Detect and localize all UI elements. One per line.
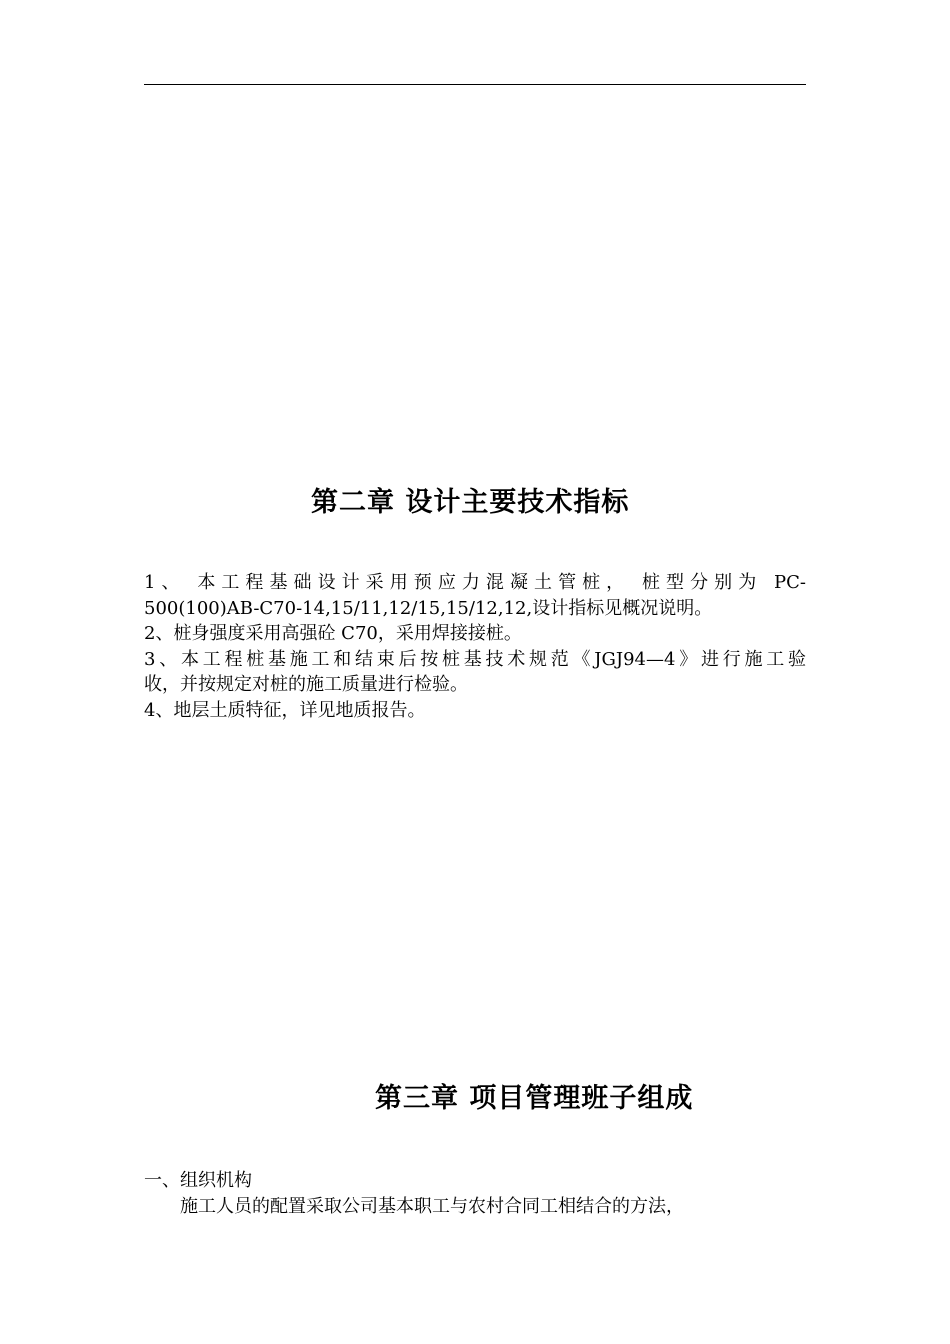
item-2 <box>144 621 806 647</box>
chapter-3-body <box>144 1168 806 1219</box>
item-1-line-2: 500(100)AB-C70-14,15/11,12/15,15/12,12,设计指标见概况说明。 <box>144 597 713 619</box>
section-1-heading <box>144 1168 806 1194</box>
item-1 <box>144 570 806 621</box>
item-1-line-1: 1、 本工程基础设计采用预应力混凝土管桩， 桩型分别为 PC- <box>144 572 806 593</box>
section-1-heading-text: 一、组织机构 <box>144 1170 252 1191</box>
header-rule <box>144 84 806 85</box>
chapter-2-title: 第二章 设计主要技术指标 <box>311 487 630 518</box>
item-3-line-1: 3、本工程桩基施工和结束后按桩基技术规范《JGJ94—4》进行施工验 <box>144 648 806 670</box>
item-4-text: 4、地层土质特征，详见地质报告。 <box>144 699 426 721</box>
item-4 <box>144 698 806 724</box>
section-1-line-1: 施工人员的配置采取公司基本职工与农村合同工相结合的方法， <box>180 1195 684 1217</box>
chapter-2-body <box>144 570 806 723</box>
section-1-paragraph <box>144 1194 806 1220</box>
item-2-text: 2、桩身强度采用高强砼 C70，采用焊接接桩。 <box>144 623 522 644</box>
chapter-3-title: 第三章 项目管理班子组成 <box>375 1083 694 1114</box>
item-3 <box>144 647 806 698</box>
item-3-line-2: 收，并按规定对桩的施工质量进行检验。 <box>144 674 468 695</box>
